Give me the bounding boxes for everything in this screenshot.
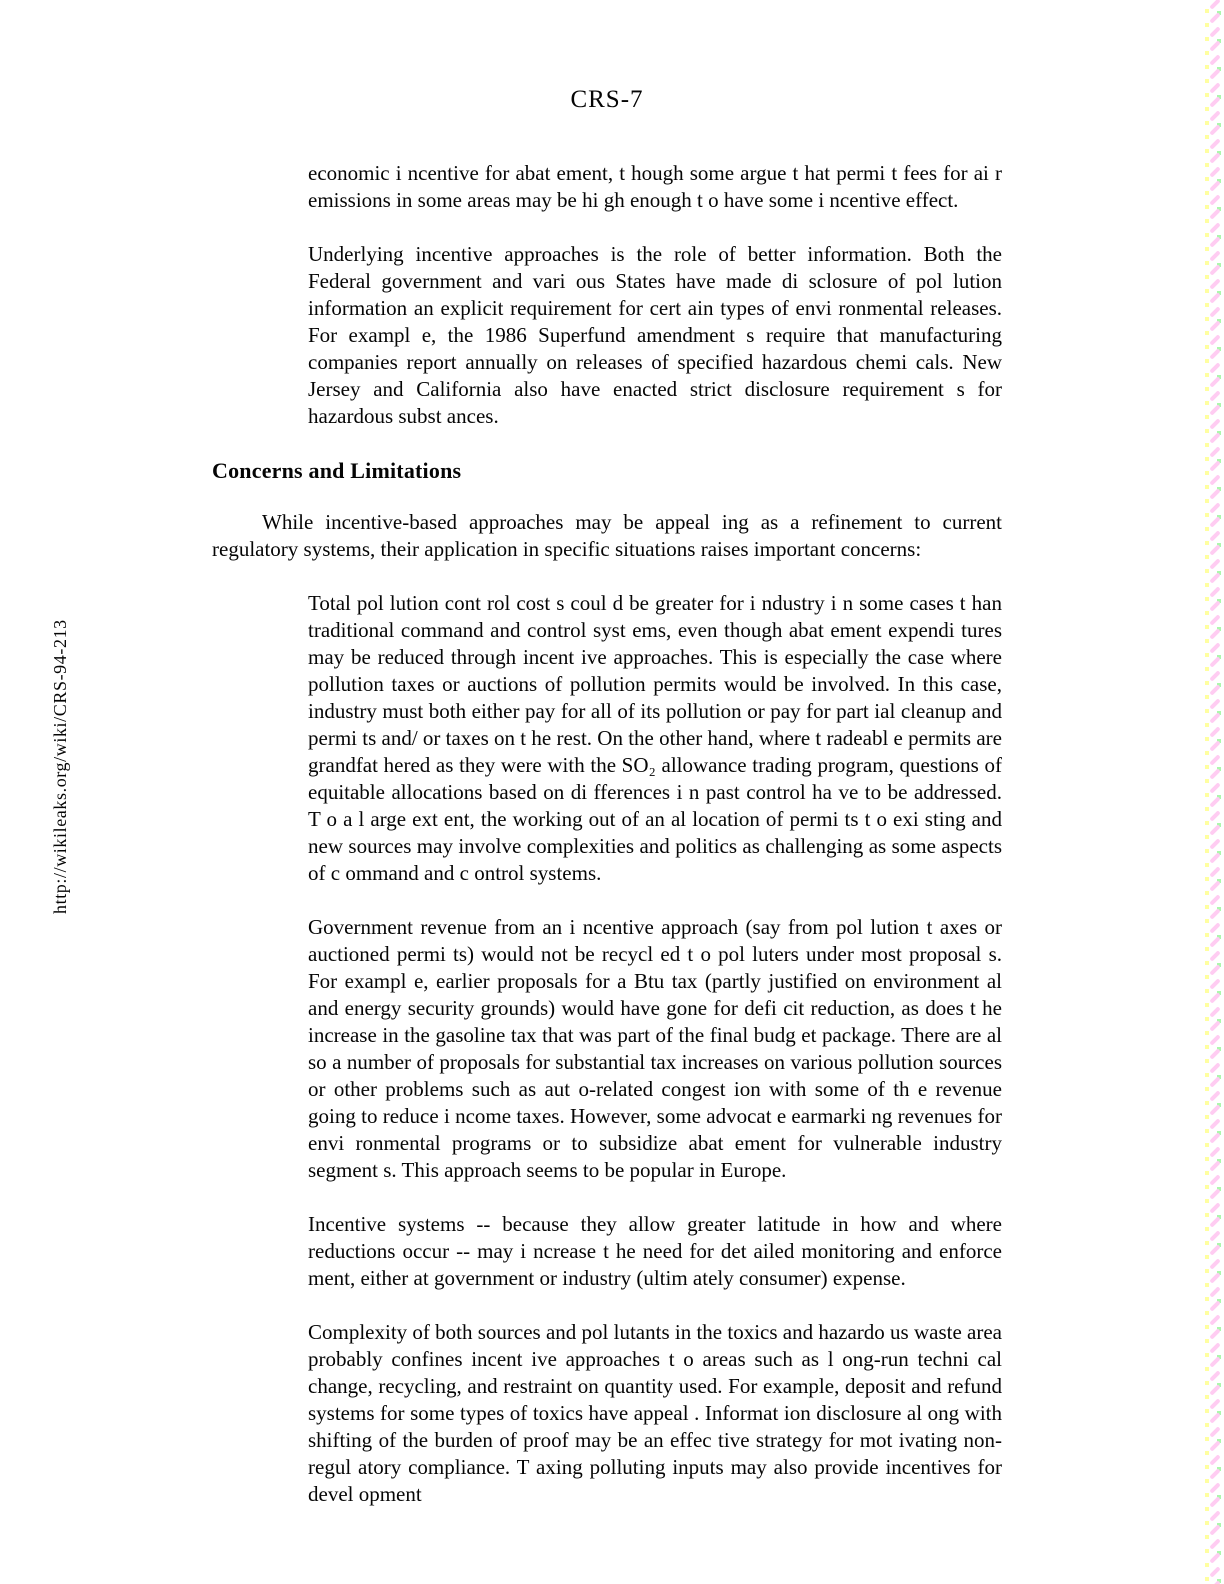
- body-paragraph: Underlying incentive approaches is the role of better information. Both the Federal government and vari ous States have made di sclosure of pol lution information an explicit requirement for cert ain types of envi ronmental releases. For exampl e, the 1986 Superfund amendment s require that manufacturing companies report annually on releases of specified hazardous chemi cals. New Jersey and California also have enacted strict disclosure requirement s for hazardous subst ances.: [308, 242, 1002, 428]
- concern-paragraph: Incentive systems -- because they allow greater latitude in how and where reductions occur -- may i ncrease t he need for det ailed monitoring and enforce ment, either at government or industry (ultim ately consumer) expense.: [308, 1212, 1002, 1290]
- wikileaks-url-watermark: http://wikileaks.org/wiki/CRS-94-213: [50, 619, 70, 914]
- concern-paragraph: Complexity of both sources and pol lutants in the toxics and hazardo us waste area probably confines incent ive approaches t o areas such as l ong-run techni cal change, recycling, and restraint on quantity used. For example, deposit and refund systems for some types of toxics have appeal . Informat ion disclosure al ong with shifting of the burden of proof may be an effec tive strategy for mot ivating non-regul atory compliance. T axing polluting inputs may also provide incentives for devel opment: [308, 1320, 1002, 1506]
- body-paragraph: economic i ncentive for abat ement, t hough some argue t hat permi t fees for ai r emissions in some areas may be hi gh enough t o have some i ncentive effect.: [308, 161, 1002, 212]
- document-body: [212, 160, 1002, 1535]
- concern-paragraph: Government revenue from an i ncentive approach (say from pol lution t axes or auctioned permi ts) would not be recycl ed t o pol luters under most proposal s. For exampl e, earlier proposals for a Btu tax (partly justified on environment al and energy security grounds) would have gone for defi cit reduction, as does t he increase in the gasoline tax that was part of the final budg et package. There are al so a number of proposals for substantial tax increases on various pollution sources or other problems such as aut o-related congest ion with some of th e revenue going to reduce i ncome taxes. However, some advocat e earmarki ng revenues for envi ronmental programs or to subsidize abat ement for vulnerable industry segment s. This approach seems to be popular in Europe.: [308, 915, 1002, 1182]
- concern-paragraph: Total pol lution cont rol cost s coul d be greater for i ndustry i n some cases t han traditional command and control syst ems, even though abat ement expendi tures may be reduced through incent ive approaches. This is especially the case where pollution taxes or auctions of pollution permits would be involved. In this case, industry must both either pay for all of its pollution or pay for part ial cleanup and permi ts and/ or taxes on t he rest. On the other hand, where t radeabl e permits are grandfat hered as they were with the SO₂ allowance trading program, questions of equitable allocations based on di fferences i n past control ha ve to be addressed. T o a l arge ext ent, the working out of an al location of permi ts t o exi sting and new sources may involve complexities and politics as challenging as some aspects of c ommand and c ontrol systems.: [308, 591, 1002, 885]
- body-paragraph: While incentive-based approaches may be appeal ing as a refinement to current regulatory systems, their application in specific situations raises important concerns:: [212, 510, 1002, 561]
- section-heading: Concerns and Limitations: [212, 458, 462, 483]
- edge-watermark-pattern: [1200, 0, 1224, 1584]
- page-header: CRS-7: [570, 86, 644, 113]
